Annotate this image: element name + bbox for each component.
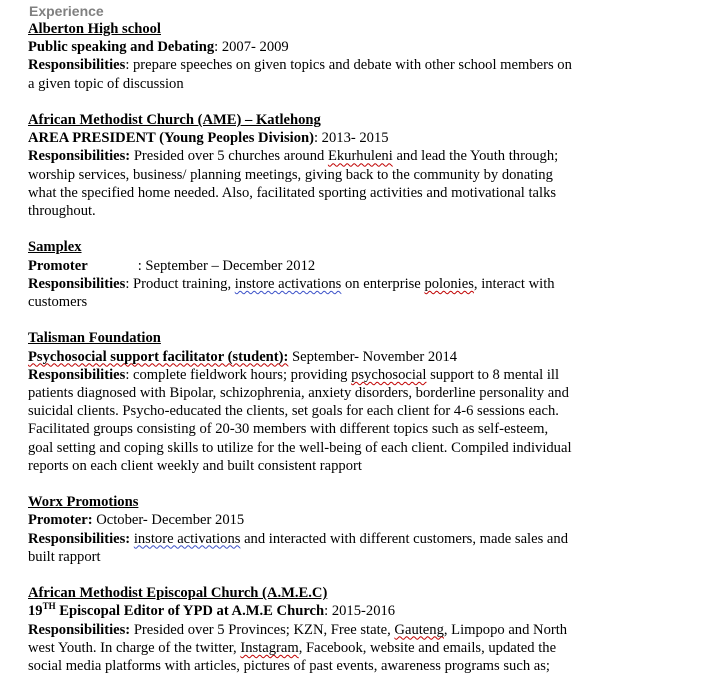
responsibilities-text: and interacted with different customers, made sales and (240, 530, 568, 547)
responsibilities-text: reports on each client weekly and built consistent rapport (28, 457, 362, 474)
responsibilities-text: throughout. (28, 203, 96, 220)
org-name: African Methodist Church (AME) – Katlehong (28, 112, 321, 128)
spellcheck-word: instore activations (133, 530, 241, 547)
experience-entry-alberton (28, 20, 628, 93)
role-title: Public speaking and Debating (28, 39, 215, 56)
org-name: African Methodist Episcopal Church (A.M.E.C) (28, 585, 328, 602)
role-title: Psychosocial support facilitator (student): (28, 348, 289, 365)
org-name: Talisman Foundation (28, 330, 161, 347)
responsibilities-text: , Limpopo and North (443, 621, 568, 638)
responsibilities-text: worship services, business/ planning meetings, giving back to the community by donating (28, 166, 553, 183)
org-name: Samplex (28, 239, 82, 256)
responsibilities-text: Facilitated groups consisting of 20-30 members with different topics such as self-esteem, (28, 421, 549, 438)
responsibilities-text: patients diagnosed with Bipolar, schizophrenia, anxiety disorders, borderline personality and (28, 385, 569, 402)
role-dates: : 2015-2016 (324, 603, 396, 620)
responsibilities-label: Responsibilities (28, 366, 126, 383)
responsibilities-label: Responsibilities: (28, 621, 131, 638)
responsibilities-text: what the specified home needed. Also, facilitated sporting activities and motivational talks (28, 184, 557, 201)
responsibilities-text: support to 8 mental ill (426, 366, 560, 383)
role-title: Episcopal Editor of YPD at A.M.E Church (55, 603, 325, 620)
responsibilities-text: : Product training, (125, 275, 235, 292)
spellcheck-word: psychosocial (351, 366, 427, 383)
org-name: Worx Promotions (28, 494, 139, 511)
responsibilities-text: on enterprise (341, 275, 425, 292)
responsibilities-text: social media platforms with articles, pictures of past events, awareness programs such as; (28, 658, 550, 675)
spellcheck-word: Instagram (240, 639, 299, 656)
responsibilities-text: a given topic of discussion (28, 75, 184, 92)
responsibilities-text: Presided over 5 churches around (130, 148, 328, 165)
role-number: 19 (28, 603, 43, 620)
responsibilities-text: : complete fieldwork hours; providing (125, 366, 352, 383)
role-title: Promoter (28, 257, 88, 274)
spellcheck-word: polonies (424, 275, 474, 292)
responsibilities-text: built rapport (28, 548, 101, 565)
experience-entry-worx (28, 493, 628, 566)
responsibilities-text: west Youth. In charge of the twitter, (28, 639, 241, 656)
responsibilities-text: , interact with (473, 275, 555, 292)
role-title: AREA PRESIDENT (Young Peoples Division) (28, 130, 314, 147)
org-name: Alberton High school (28, 21, 161, 37)
responsibilities-text: goal setting and coping skills to utilize for the well-being of each client. Compiled individual (28, 439, 572, 456)
role-dates: : 2007- 2009 (214, 39, 289, 56)
responsibilities-label: Responsibilities (28, 275, 126, 292)
section-title: Experience (29, 3, 104, 19)
responsibilities-label: Responsibilities: (28, 530, 131, 547)
resume-page (28, 2, 628, 675)
experience-entry-amec (28, 584, 628, 675)
role-number-suffix: TH (42, 601, 56, 612)
responsibilities-text: Presided over 5 Provinces; KZN, Free state, (130, 621, 395, 638)
role-dates: : September – December 2012 (137, 257, 316, 274)
spellcheck-word: instore activations (234, 275, 342, 292)
responsibilities-label: Responsibilities (28, 57, 126, 74)
responsibilities-label: Responsibilities: (28, 148, 131, 165)
experience-entry-samplex (28, 238, 628, 311)
role-dates: : 2013- 2015 (313, 130, 389, 147)
responsibilities-text: : prepare speeches on given topics and debate with other school members on (125, 57, 572, 74)
role-dates: October- December 2015 (92, 512, 245, 529)
experience-entry-talisman (28, 329, 628, 475)
experience-entry-ame-katlehong (28, 111, 628, 220)
responsibilities-text: and lead the Youth through; (392, 148, 559, 165)
responsibilities-text: customers (28, 294, 88, 311)
spellcheck-word: Gauteng (394, 621, 444, 638)
role-dates: September- November 2014 (288, 348, 458, 365)
role-title: Promoter: (28, 512, 93, 529)
responsibilities-text: suicidal clients. Psycho-educated the clients, set goals for each client for 4-6 sessions each. (28, 403, 559, 420)
responsibilities-text: , Facebook, website and emails, updated the (298, 639, 557, 656)
spellcheck-word: Ekurhuleni (327, 148, 393, 165)
